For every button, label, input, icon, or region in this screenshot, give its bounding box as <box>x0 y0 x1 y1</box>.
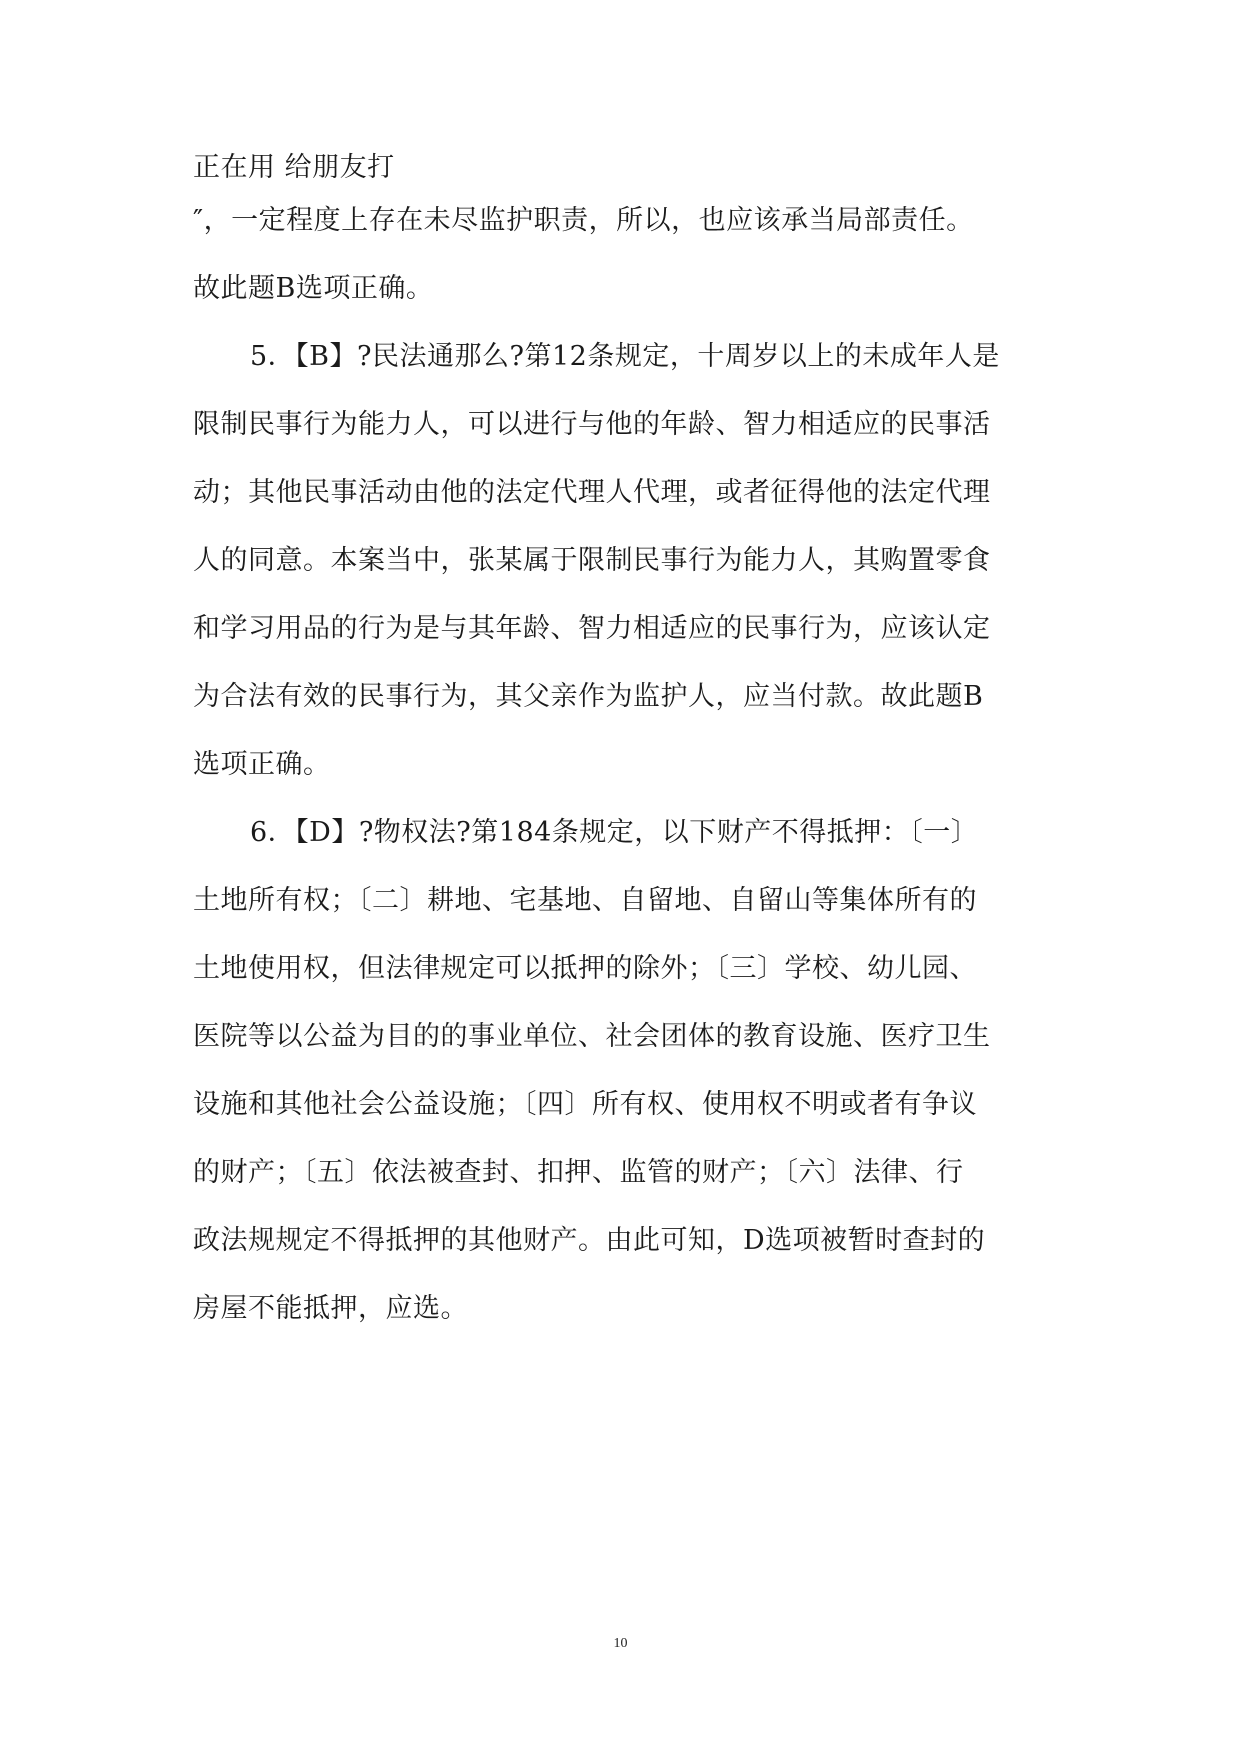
text-line: 房屋不能抵押，应选。 <box>193 1293 468 1324</box>
text-line: 的财产；〔五〕依法被查封、扣押、监管的财产；〔六〕法律、行 <box>193 1157 964 1188</box>
text-line: 选项正确。 <box>193 749 331 780</box>
text-line: 土地使用权，但法律规定可以抵押的除外；〔三〕学校、幼儿园、 <box>193 953 977 984</box>
text-line: ″，一定程度上存在未尽监护职责，所以，也应该承当局部责任。 <box>193 205 974 236</box>
text-line: 动；其他民事活动由他的法定代理人代理，或者征得他的法定代理 <box>193 477 991 508</box>
text-line: 设施和其他社会公益设施；〔四〕所有权、使用权不明或者有争议 <box>193 1089 977 1120</box>
text-line: 政法规规定不得抵押的其他财产。由此可知，D选项被暂时查封的 <box>193 1225 986 1256</box>
text-line: 5．【B】?民法通那么?第12条规定，十周岁以上的未成年人是 <box>250 341 1000 372</box>
text-line: 为合法有效的民事行为，其父亲作为监护人，应当付款。故此题B <box>193 681 984 712</box>
text-line: 故此题B选项正确。 <box>193 273 434 304</box>
text-line: 限制民事行为能力人，可以进行与他的年龄、智力相适应的民事活 <box>193 409 991 440</box>
text-line: 6．【D】?物权法?第184条规定，以下财产不得抵押：〔一〕 <box>250 817 979 848</box>
header-line: 正在用 给朋友打 <box>193 152 395 183</box>
text-line: 医院等以公益为目的的事业单位、社会团体的教育设施、医疗卫生 <box>193 1021 991 1052</box>
text-line: 和学习用品的行为是与其年龄、智力相适应的民事行为，应该认定 <box>193 613 991 644</box>
text-line: 土地所有权；〔二〕耕地、宅基地、自留地、自留山等集体所有的 <box>193 885 977 916</box>
page-number: 10 <box>613 1636 628 1651</box>
text-line: 人的同意。本案当中，张某属于限制民事行为能力人，其购置零食 <box>193 545 991 576</box>
